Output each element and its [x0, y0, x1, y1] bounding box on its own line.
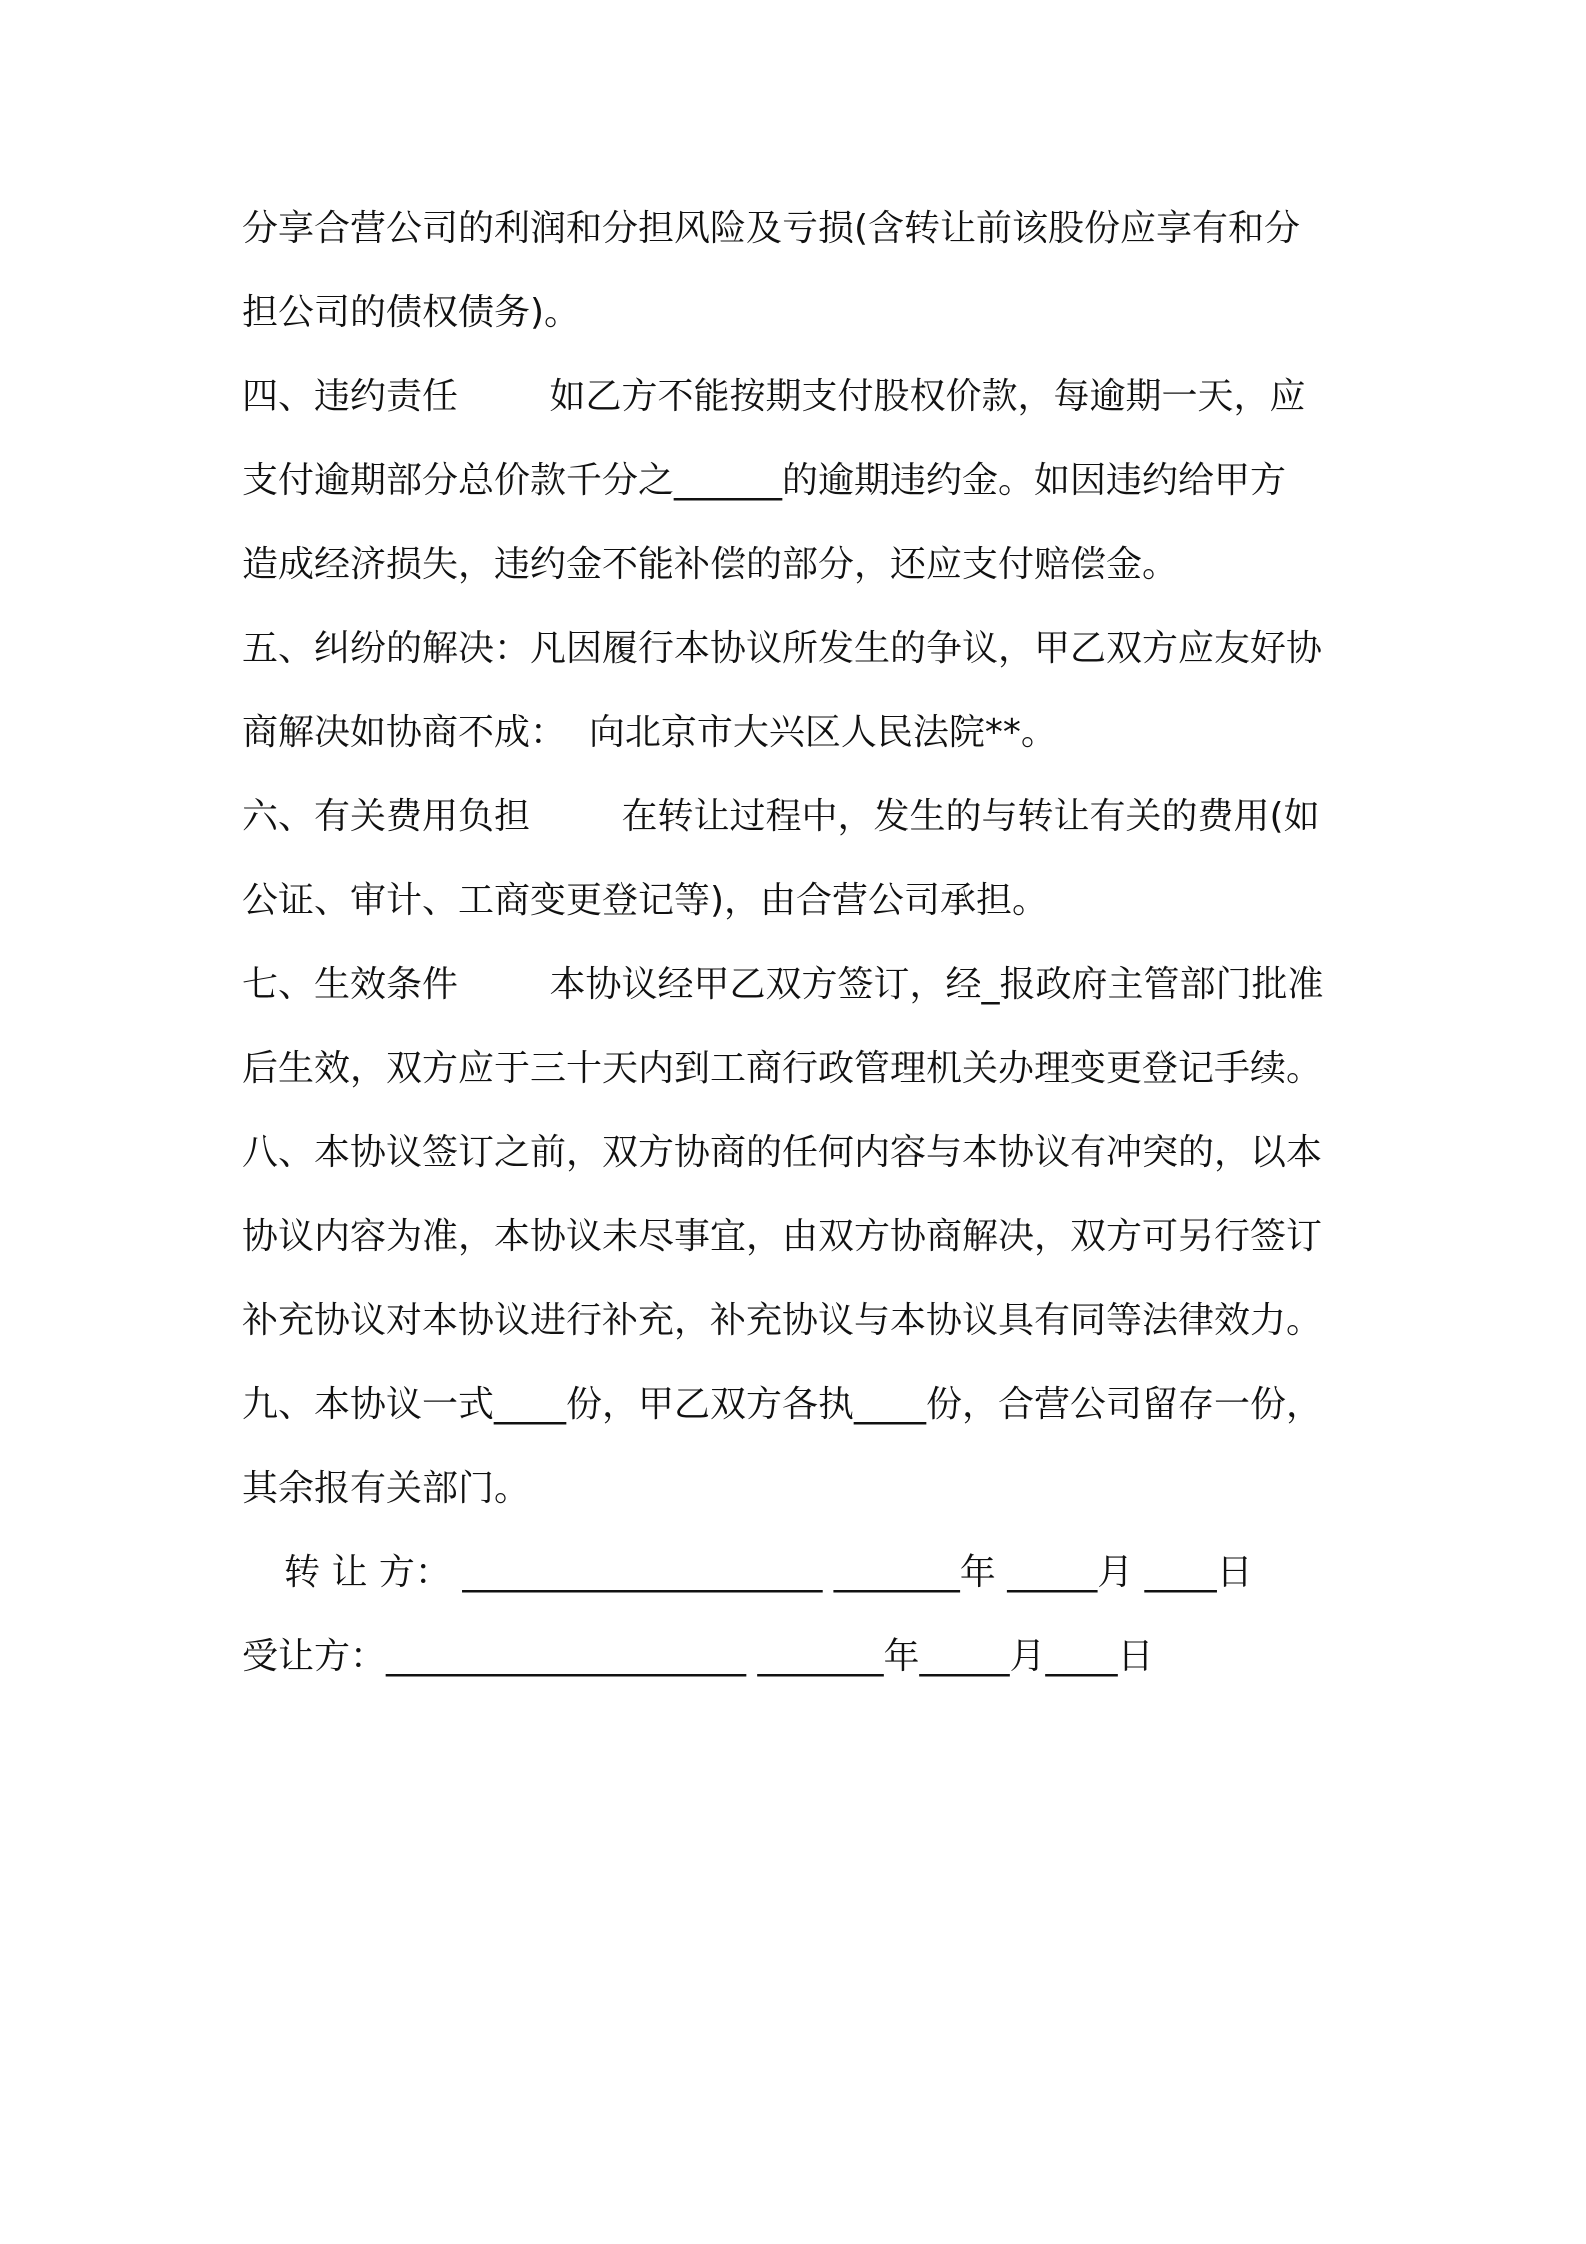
text-line: 其余报有关部门。 [242, 1468, 531, 1509]
text-line: 分享合营公司的利润和分担风险及亏损(含转让前该股份应享有和分 [242, 208, 1301, 249]
text-line: 后生效，双方应于三十天内到工商行政管理机关办理变更登记手续。 [242, 1048, 1323, 1089]
text-line: 担公司的债权债务)。 [242, 292, 581, 333]
transferor-signature-line: 转 让 方： ____________________ _______年 _____月 ____日 [284, 1552, 1253, 1593]
clause-eight-line: 八、本协议签订之前，双方协商的任何内容与本协议有冲突的，以本 [242, 1132, 1323, 1173]
clause-seven-line: 七、生效条件 本协议经甲乙双方签订，经_报政府主管部门批准 [242, 964, 1324, 1005]
clause-five-line: 五、纠纷的解决：凡因履行本协议所发生的争议，甲乙双方应友好协 [242, 628, 1323, 669]
clause-six-line: 六、有关费用负担 在转让过程中，发生的与转让有关的费用(如 [242, 796, 1320, 837]
clause-nine-line: 九、本协议一式____份，甲乙双方各执____份，合营公司留存一份， [242, 1384, 1323, 1425]
text-line: 造成经济损失，违约金不能补偿的部分，还应支付赔偿金。 [242, 544, 1179, 585]
text-line: 商解决如协商不成： 向北京市大兴区人民法院**。 [242, 712, 1057, 753]
text-line: 协议内容为准，本协议未尽事宜，由双方协商解决，双方可另行签订 [242, 1216, 1323, 1257]
text-line: 支付逾期部分总价款千分之______的逾期违约金。如因违约给甲方 [242, 460, 1287, 501]
text-line: 补充协议对本协议进行补充，补充协议与本协议具有同等法律效力。 [242, 1300, 1323, 1341]
transferee-signature-line: 受让方：____________________ _______年_____月____日 [242, 1636, 1154, 1677]
text-line: 公证、审计、工商变更登记等)，由合营公司承担。 [242, 880, 1049, 921]
clause-four-line: 四、违约责任 如乙方不能按期支付股权价款，每逾期一天，应 [242, 376, 1306, 417]
